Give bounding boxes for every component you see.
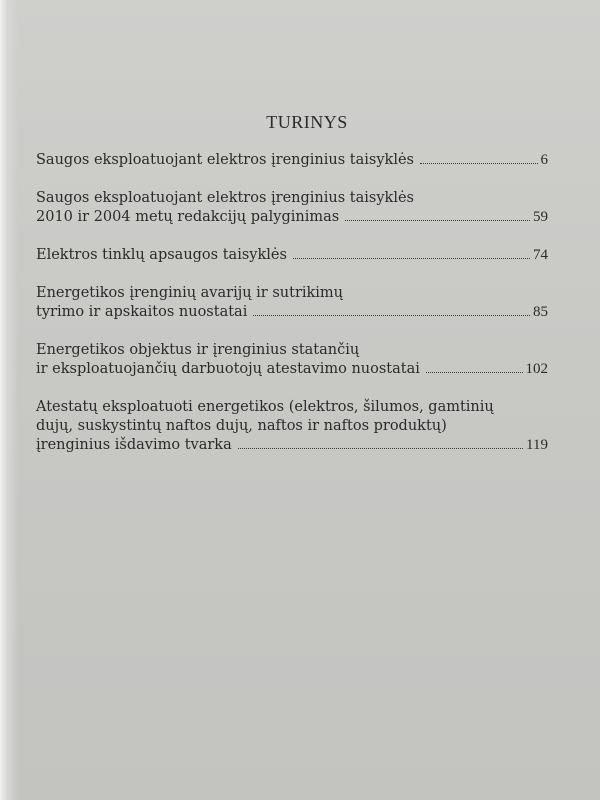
toc-entry-text: Atestatų eksploatuoti energetikos (elektros, šilumos, gamtinių [36, 399, 494, 415]
toc-entry-text: Saugos eksploatuojant elektros įrenginius taisyklės [36, 152, 414, 168]
toc-entry [36, 341, 548, 379]
dot-leader [345, 220, 530, 221]
toc-page-number: 119 [526, 437, 548, 453]
toc-page-number: 85 [533, 304, 548, 320]
dot-leader [238, 448, 523, 449]
page-edge [0, 0, 18, 800]
toc-title: TURINYS [266, 112, 348, 132]
toc-entry-text: Saugos eksploatuojant elektros įrenginius taisyklės [36, 190, 414, 206]
table-of-contents [36, 112, 548, 474]
dot-leader [420, 163, 538, 164]
toc-page-number: 74 [533, 247, 548, 263]
toc-entry-text: Energetikos objektus ir įrenginius statančių [36, 342, 360, 358]
toc-entry [36, 189, 548, 227]
toc-entry [36, 398, 548, 455]
toc-page-number: 102 [525, 361, 548, 377]
dot-leader [293, 258, 530, 259]
toc-entry-text: Elektros tinklų apsaugos taisyklės [36, 247, 287, 263]
toc-entry [36, 284, 548, 322]
toc-entry-text: dujų, suskystintų naftos dujų, naftos ir naftos produktų) [36, 418, 447, 434]
toc-entry-text: įrenginius išdavimo tvarka [36, 437, 232, 453]
dot-leader [426, 372, 523, 373]
toc-page-number: 6 [540, 152, 548, 168]
toc-entry-text: ir eksploatuojančių darbuotojų atestavimo nuostatai [36, 361, 420, 377]
toc-entry-text: Energetikos įrenginių avarijų ir sutrikimų [36, 285, 344, 301]
toc-entry [36, 151, 548, 170]
toc-entry [36, 246, 548, 265]
toc-entry-text: 2010 ir 2004 metų redakcijų palyginimas [36, 209, 340, 225]
dot-leader [253, 315, 530, 316]
toc-entry-text: tyrimo ir apskaitos nuostatai [36, 304, 248, 320]
toc-page-number: 59 [533, 209, 548, 225]
